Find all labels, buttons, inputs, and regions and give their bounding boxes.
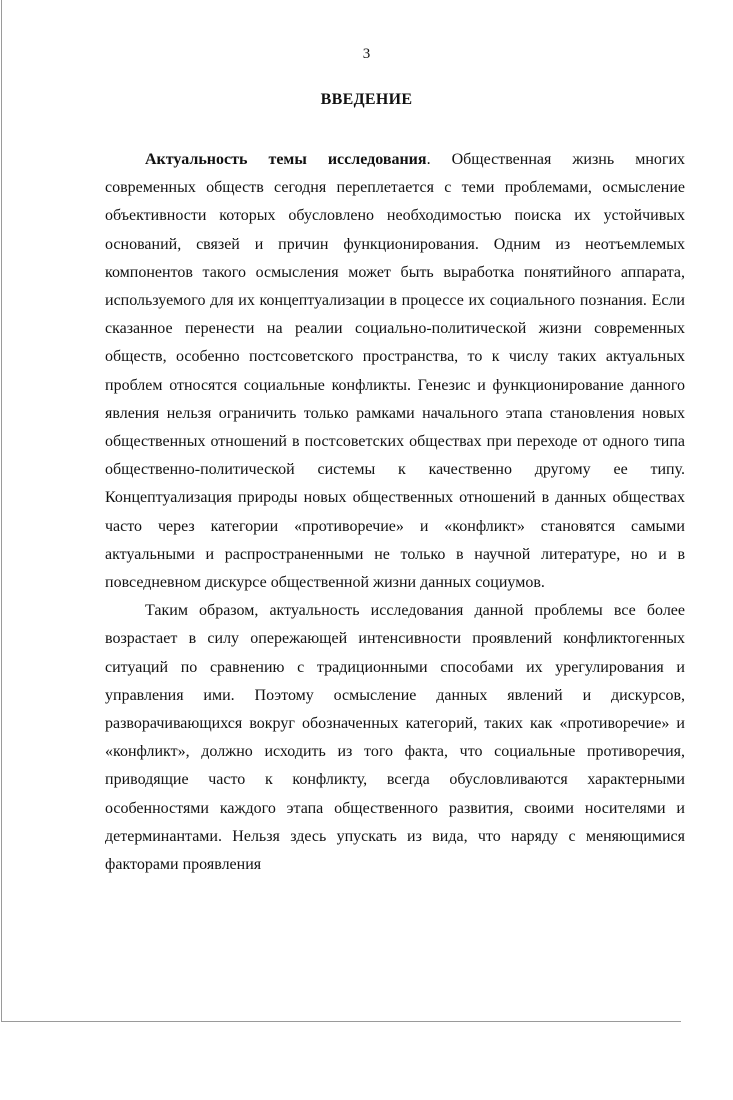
body-text — [105, 146, 685, 879]
page-number: 3 — [362, 46, 371, 62]
paragraph-1-lead: Актуальность темы исследования — [145, 151, 427, 168]
section-heading: ВВЕДЕНИЕ — [320, 91, 413, 108]
scan-left-border — [1, 0, 2, 1022]
scan-bottom-border — [1, 1021, 681, 1022]
paragraph-1 — [105, 146, 685, 597]
paragraph-1-text: . Общественная жизнь многих современных обществ сегодня переплетается с теми проблемами, осмысление объективности которых обусловлено необходимостью поиска их устойчивых оснований, связей и причин функционирования. Одним из неотъемлемых компонентов такого осмысления может быть выработка понятийного аппарата, используемого для их концептуализации в процессе их социального познания. Если сказанное перенести на реалии социально-политической жизни современных обществ, особенно постсоветского пространства, то к числу таких актуальных проблем относятся социальные конфликты. Генезис и функционирование данного явления нельзя ограничить только рамками начального этапа становления новых общественных отношений в постсоветских обществах при переходе от одного типа общественно-политической системы к качественно другому ее типу. Концептуализация природы новых общественных отношений в данных обществах часто через категории «противоречие» и «конфликт» становятся самыми актуальными и распространенными не только в научной литературе, но и в повседневном дискурсе общественной жизни данных социумов. — [105, 151, 686, 592]
paragraph-2-text: Таким образом, актуальность исследования данной проблемы все более возрастает в силу опережающей интенсивности проявлений конфликтогенных ситуаций по сравнению с традиционными способами их урегулирования и управления ими. Поэтому осмысление данных явлений и дискурсов, разворачивающихся вокруг обозначенных категорий, таких как «противоречие» и «конфликт», должно исходить из того факта, что социальные противоречия, приводящие часто к конфликту, всегда обусловливаются характерными особенностями каждого этапа общественного развития, своими носителями и детерминантами. Нельзя здесь упускать из вида, что наряду с меняющимися факторами проявления — [105, 602, 685, 874]
paragraph-2 — [105, 597, 685, 879]
